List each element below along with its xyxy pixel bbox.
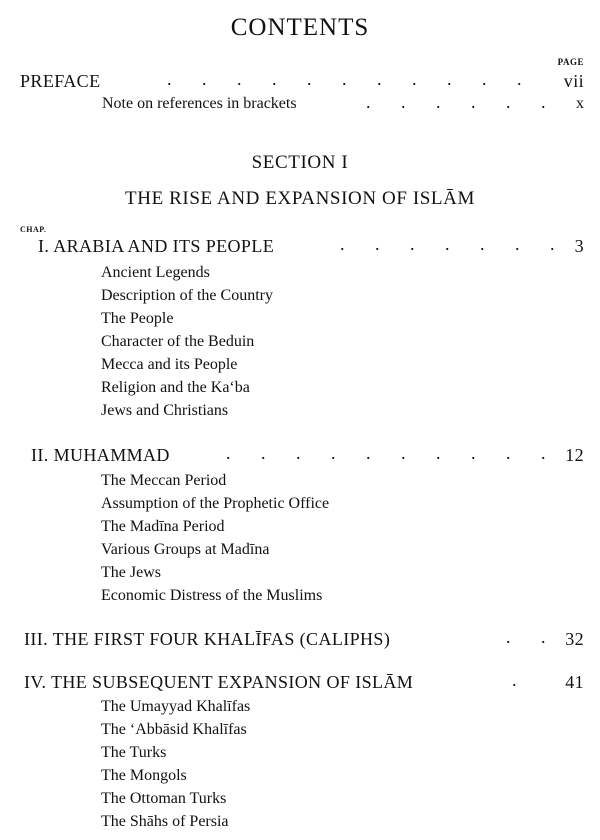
topic-item: The ‘Abbāsid Khalīfas: [101, 721, 247, 738]
topic-item: The Shāhs of Persia: [101, 813, 229, 830]
entry-title: III. THE FIRST FOUR KHALĪFAS (CALIPHS): [24, 629, 391, 649]
entry-title: Note on references in brackets: [102, 95, 297, 112]
entry-page: vii: [563, 71, 584, 91]
topic-item: Jews and Christians: [101, 402, 229, 419]
dot-leader: . . . . . . . . . .: [226, 443, 559, 463]
entry-page: 41: [565, 672, 584, 692]
toc-entry-note[interactable]: [102, 92, 584, 116]
topic-item: The Madīna Period: [101, 518, 225, 535]
dot-leader: .: [512, 670, 530, 690]
topic-item: Various Groups at Madīna: [101, 541, 270, 558]
dot-leader: . . . . . . . . . . .: [167, 69, 535, 89]
dot-leader: . .: [506, 627, 559, 647]
entry-page: x: [576, 95, 584, 112]
topic-item: Description of the Country: [101, 287, 273, 304]
topic-item: The Turks: [101, 744, 167, 761]
topic-item: Mecca and its People: [101, 356, 238, 373]
toc-entry-chapter-4[interactable]: [24, 670, 584, 694]
topic-item: The Umayyad Khalīfas: [101, 698, 251, 715]
page-column-label: PAGE: [557, 57, 584, 67]
topic-item: Ancient Legends: [101, 264, 210, 281]
entry-title: II. MUHAMMAD: [31, 445, 170, 465]
topic-item: Religion and the Ka‘ba: [101, 379, 250, 396]
dot-leader: . . . . . .: [366, 92, 559, 112]
topic-item: Economic Distress of the Muslims: [101, 587, 323, 604]
entry-page: 12: [565, 445, 584, 465]
topic-item: Character of the Beduin: [101, 333, 255, 350]
entry-page: 3: [574, 236, 584, 256]
section-subtitle: THE RISE AND EXPANSION OF ISLĀM: [125, 188, 475, 209]
dot-leader: . . . . . . .: [340, 234, 568, 254]
topic-item: The Jews: [101, 564, 161, 581]
chapter-column-label: CHAP.: [20, 225, 47, 234]
topic-item: The People: [101, 310, 174, 327]
entry-page: 32: [565, 629, 584, 649]
entry-title: I. ARABIA AND ITS PEOPLE: [38, 236, 275, 256]
topic-item: Assumption of the Prophetic Office: [101, 495, 330, 512]
entry-title: PREFACE: [20, 71, 101, 91]
page-title: CONTENTS: [230, 14, 370, 41]
topic-item: The Ottoman Turks: [101, 790, 227, 807]
toc-entry-chapter-3[interactable]: [24, 627, 584, 651]
toc-entry-chapter-2[interactable]: [31, 443, 584, 467]
topic-item: The Mongols: [101, 767, 187, 784]
entry-title: IV. THE SUBSEQUENT EXPANSION OF ISLĀM: [24, 672, 414, 692]
toc-entry-chapter-1[interactable]: [38, 234, 584, 258]
topic-item: The Meccan Period: [101, 472, 227, 489]
section-heading: SECTION I: [251, 152, 349, 173]
